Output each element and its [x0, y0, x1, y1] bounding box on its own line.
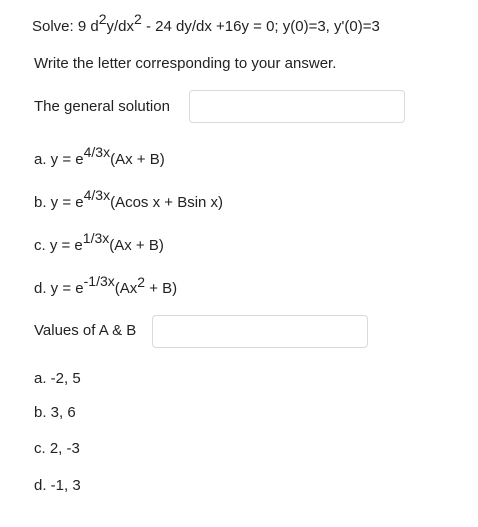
- value-option-c: c. 2, -3: [34, 440, 80, 457]
- instruction-text: Write the letter corresponding to your answer.: [34, 55, 337, 72]
- value-option-d: d. -1, 3: [34, 477, 81, 494]
- option-c-exponent: 1/3x: [82, 230, 110, 246]
- question-text: [32, 11, 380, 36]
- option-d-exponent: -1/3x: [83, 273, 115, 289]
- question-superscript-2: 2: [134, 11, 142, 27]
- option-c-prefix: c. y = e: [34, 237, 83, 254]
- option-c-suffix: (Ax + B): [109, 237, 164, 254]
- option-a-prefix: a. y = e: [34, 151, 84, 168]
- solution-option-b: [34, 187, 224, 212]
- option-a-exponent: 4/3x: [83, 144, 111, 160]
- value-option-b: b. 3, 6: [34, 404, 76, 421]
- values-input[interactable]: [152, 315, 368, 348]
- option-a-suffix: (Ax + B): [110, 151, 165, 168]
- question-prefix: Solve: 9 d: [32, 18, 99, 35]
- general-solution-input[interactable]: [189, 90, 405, 123]
- option-d-prefix: d. y = e: [34, 280, 84, 297]
- general-solution-label: The general solution: [34, 98, 170, 115]
- question-middle: y/dx: [106, 18, 135, 35]
- option-d-suffix: + B): [145, 280, 178, 297]
- solution-option-a: [34, 144, 165, 169]
- question-superscript-1: 2: [98, 11, 107, 27]
- option-b-prefix: b. y = e: [34, 194, 84, 211]
- question-rest: - 24 dy/dx +16y = 0; y(0)=3, y'(0)=3: [141, 18, 380, 35]
- option-b-suffix: (Acos x + Bsin x): [110, 194, 224, 211]
- values-label: Values of A & B: [34, 322, 137, 339]
- value-option-a: a. -2, 5: [34, 370, 81, 387]
- option-d-square: 2: [137, 274, 146, 290]
- solution-option-c: [34, 230, 164, 255]
- option-d-middle: (Ax: [114, 280, 138, 297]
- solution-option-d: [34, 273, 178, 298]
- option-b-exponent: 4/3x: [83, 187, 111, 203]
